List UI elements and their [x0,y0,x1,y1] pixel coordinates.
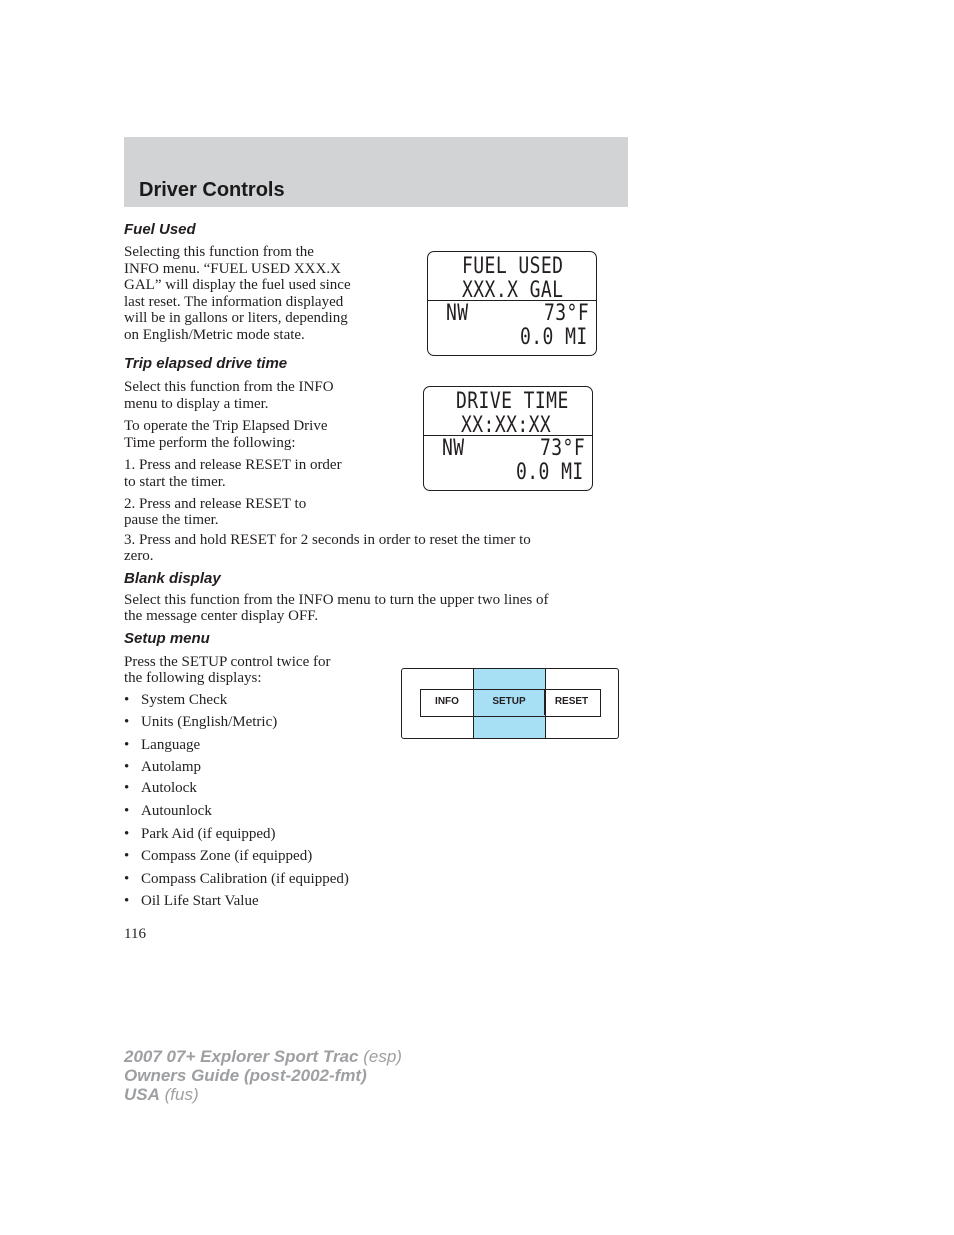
footer-line-3 [124,1085,402,1104]
button-separator [544,689,545,715]
display-line2: XXX.X GAL [462,278,564,303]
list-item-label: Oil Life Start Value [141,893,259,909]
list-item [124,780,197,797]
footer-guide: Owners Guide (post-2002-fmt) [124,1066,367,1085]
list-item [124,714,277,731]
list-item-label: Units (English/Metric) [141,714,278,730]
footer-model: 2007 07+ Explorer Sport Trac [124,1047,359,1066]
bullet-icon: • [124,692,130,708]
list-item-label: Autolamp [141,759,201,775]
display-distance: 0.0 MI [516,460,584,485]
list-item [124,893,259,910]
bullet-icon: • [124,737,130,753]
button-separator [473,689,474,715]
list-item [124,803,212,820]
text-line: To operate the Trip Elapsed Drive [124,418,328,434]
display-temperature: 73°F [540,436,586,461]
list-item-label: Autolock [141,780,197,796]
text-line: the message center display OFF. [124,607,319,624]
list-item [124,871,349,888]
text-line: Selecting this function from the [124,244,314,260]
page-number: 116 [124,926,146,942]
footer-model-code: (esp) [358,1047,402,1066]
step-3-cont: zero. [124,547,154,564]
text-line: Select this function from the INFO menu to turn the upper two lines of [124,592,549,608]
display-temperature: 73°F [544,301,590,326]
footer-line-1 [124,1047,402,1066]
text-line: on English/Metric mode state. [124,326,305,343]
step-2-cont: pause the timer. [124,511,219,528]
section-title: Driver Controls [139,179,285,201]
reset-button: RESET [554,696,589,707]
text-line: will be in gallons or liters, depending [124,310,348,326]
footer-region: USA [124,1085,160,1104]
setup-button: SETUP [492,696,526,707]
display-compass-heading: NW [442,436,465,461]
drive-time-display [423,386,593,491]
list-item [124,848,312,865]
display-line1: DRIVE TIME [456,389,569,414]
bullet-icon: • [124,848,130,864]
text-line: Press the SETUP control twice for [124,654,331,670]
footer-line-2 [124,1066,402,1085]
bullet-icon: • [124,714,130,730]
bullet-icon: • [124,826,130,842]
list-item-label: Language [141,737,201,753]
list-item-label: System Check [141,692,228,708]
text-line: last reset. The information displayed [124,293,344,310]
display-compass-heading: NW [446,301,469,326]
text-line: GAL” will display the fuel used since [124,277,351,293]
heading-setup-menu: Setup menu [124,630,210,647]
fuel-used-display [427,251,597,356]
list-item-label: Park Aid (if equipped) [141,826,276,842]
bullet-icon: • [124,759,130,775]
step-3: 3. Press and hold RESET for 2 seconds in order to reset the timer to [124,532,531,548]
bullet-icon: • [124,871,130,887]
step-2: 2. Press and release RESET to [124,496,307,512]
text-line: INFO menu. “FUEL USED XXX.X [124,260,341,277]
display-line2: XX:XX:XX [461,413,552,438]
list-item [124,759,201,776]
list-item [124,692,227,709]
list-item-label: Compass Calibration (if equipped) [141,871,349,887]
footer-region-code: (fus) [159,1085,199,1104]
bullet-icon: • [124,893,130,909]
document-footer [124,1047,402,1104]
text-line: menu to display a timer. [124,395,269,412]
heading-blank-display: Blank display [124,570,221,587]
list-item-label: Compass Zone (if equipped) [141,848,313,864]
heading-fuel-used: Fuel Used [124,221,196,238]
list-item [124,737,200,754]
display-line1: FUEL USED [462,254,564,279]
step-1-cont: to start the timer. [124,473,226,490]
step-1: 1. Press and release RESET in order [124,457,342,473]
list-item-label: Autounlock [141,803,212,819]
text-line: the following displays: [124,670,262,686]
bullet-icon: • [124,780,130,796]
info-button: INFO [435,696,459,707]
heading-trip-elapsed-drive-time: Trip elapsed drive time [124,355,288,372]
text-line: Time perform the following: [124,434,296,451]
list-item [124,826,276,843]
bullet-icon: • [124,803,130,819]
text-line: Select this function from the INFO [124,379,334,395]
control-panel-diagram [401,668,619,739]
display-distance: 0.0 MI [520,325,588,350]
